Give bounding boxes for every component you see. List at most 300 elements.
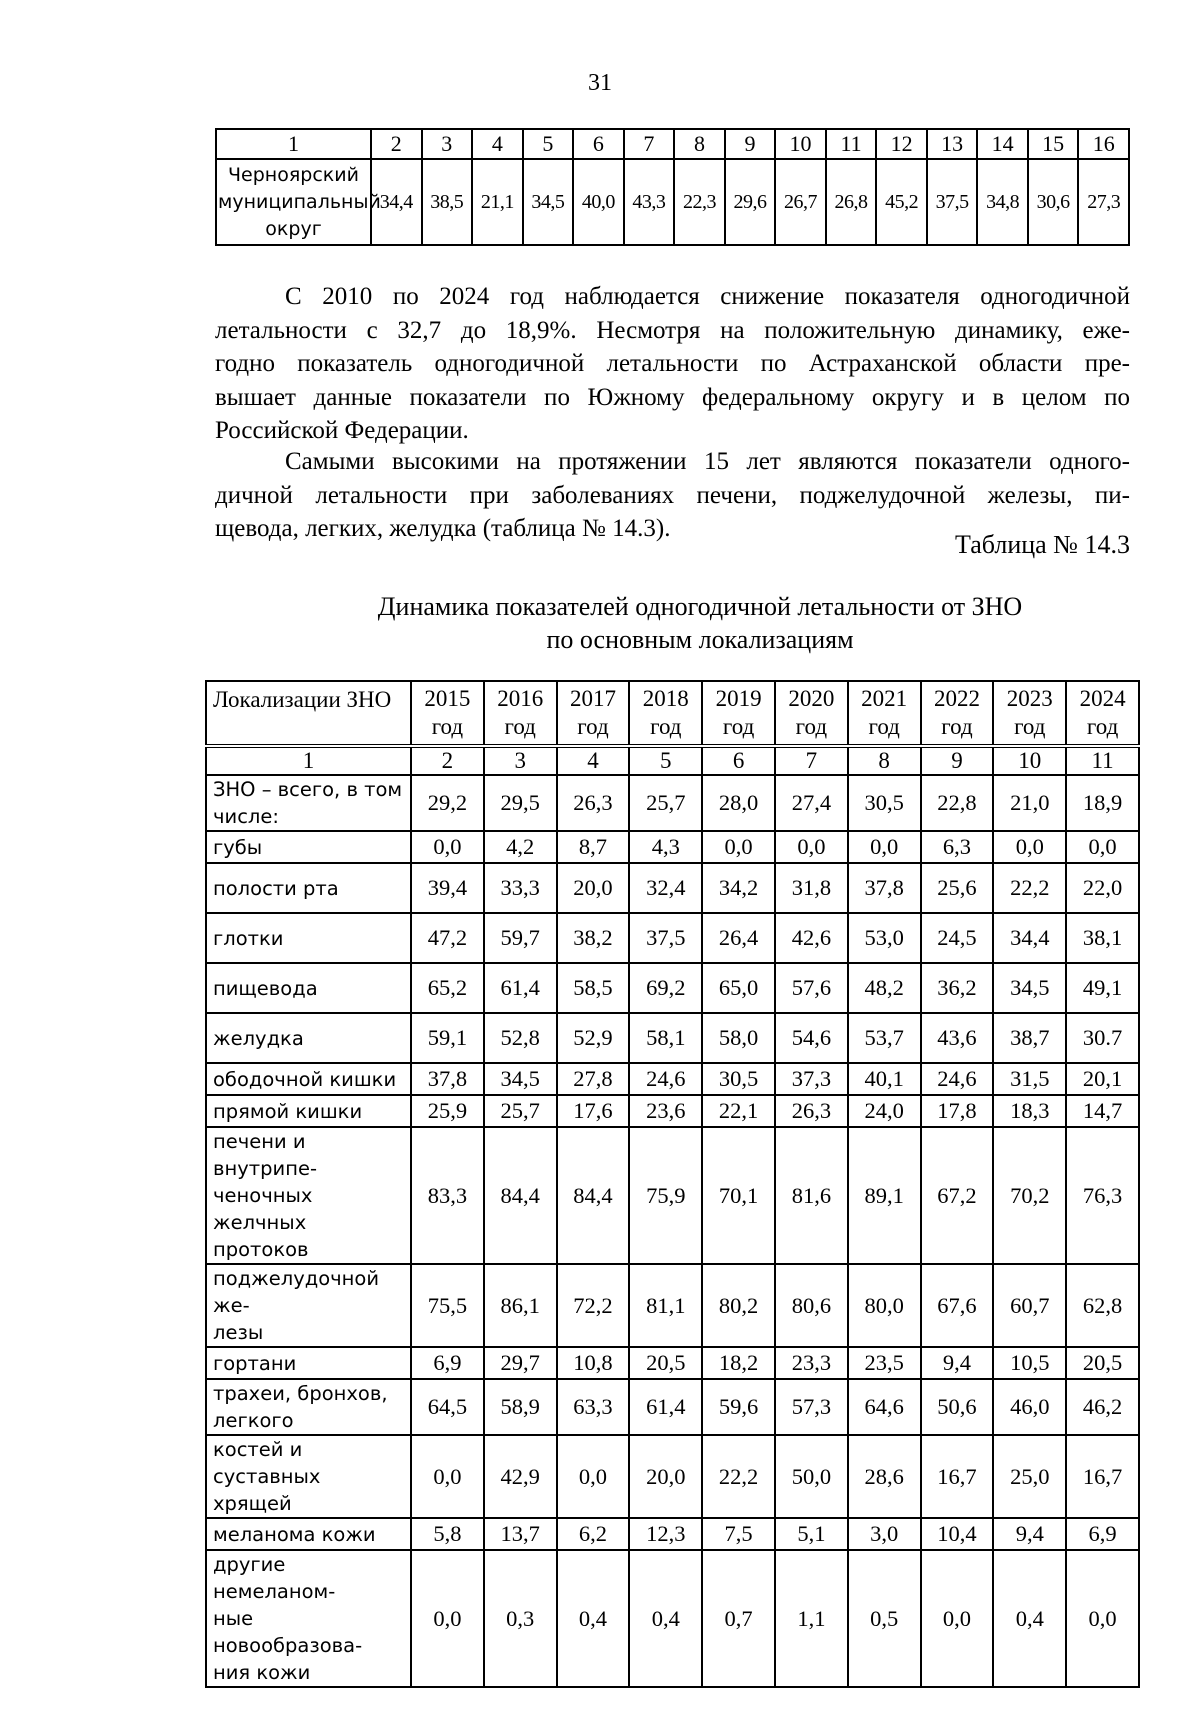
paragraph-line: летальности с 32,7 до 18,9%. Несмотря на положительную динамику, еже- bbox=[215, 316, 1130, 344]
value-cell: 81,6 bbox=[775, 1127, 848, 1264]
value-cell: 20,5 bbox=[1066, 1347, 1139, 1379]
localization-name-line: ные новообразова- bbox=[213, 1607, 363, 1657]
localization-name bbox=[206, 1127, 411, 1264]
value-cell: 24,5 bbox=[921, 913, 994, 963]
value-cell: 29,6 bbox=[725, 159, 776, 245]
year-suffix: год bbox=[431, 714, 464, 739]
value-cell: 26,8 bbox=[826, 159, 877, 245]
value-cell: 84,4 bbox=[557, 1127, 630, 1264]
value-cell: 20,0 bbox=[629, 1435, 702, 1518]
value-cell: 20,0 bbox=[557, 863, 630, 913]
value-cell: 3,0 bbox=[848, 1518, 921, 1550]
header-row bbox=[206, 681, 1139, 746]
header-cell: 7 bbox=[624, 129, 675, 159]
value-cell: 61,4 bbox=[629, 1379, 702, 1435]
value-cell: 20,1 bbox=[1066, 1063, 1139, 1095]
value-cell: 26,3 bbox=[775, 1095, 848, 1127]
table-title bbox=[300, 590, 1100, 656]
value-cell: 25,7 bbox=[484, 1095, 557, 1127]
value-cell: 46,2 bbox=[1066, 1379, 1139, 1435]
header-cell: 12 bbox=[876, 129, 927, 159]
value-cell: 18,2 bbox=[702, 1347, 775, 1379]
value-cell: 33,3 bbox=[484, 863, 557, 913]
district-name-line: округ bbox=[265, 217, 322, 240]
paragraph-line: С 2010 по 2024 год наблюдается снижение показателя одногодичной bbox=[285, 283, 1130, 310]
year-label: 2016 bbox=[497, 686, 544, 711]
header-cell: 16 bbox=[1078, 129, 1129, 159]
value-cell: 0,0 bbox=[557, 1435, 630, 1518]
value-cell: 53,0 bbox=[848, 913, 921, 963]
year-suffix: год bbox=[722, 714, 755, 739]
localization-name-line: ния кожи bbox=[213, 1661, 311, 1684]
localization-name-line: глотки bbox=[213, 926, 284, 950]
value-cell: 22,2 bbox=[702, 1435, 775, 1518]
value-cell: 22,2 bbox=[993, 863, 1066, 913]
value-cell: 70,2 bbox=[993, 1127, 1066, 1264]
value-cell: 58,5 bbox=[557, 963, 630, 1013]
value-cell: 4,3 bbox=[629, 831, 702, 863]
value-cell: 0,0 bbox=[993, 831, 1066, 863]
table-row bbox=[206, 863, 1139, 913]
value-cell: 34,2 bbox=[702, 863, 775, 913]
district-name bbox=[216, 159, 381, 245]
value-cell: 24,0 bbox=[848, 1095, 921, 1127]
value-cell: 29,2 bbox=[411, 775, 484, 831]
value-cell: 53,7 bbox=[848, 1013, 921, 1063]
value-cell: 0,0 bbox=[775, 831, 848, 863]
value-cell: 50,6 bbox=[921, 1379, 994, 1435]
header-cell: 14 bbox=[977, 129, 1028, 159]
value-cell: 31,5 bbox=[993, 1063, 1066, 1095]
year-header bbox=[411, 681, 484, 746]
value-cell: 75,9 bbox=[629, 1127, 702, 1264]
value-cell: 25,9 bbox=[411, 1095, 484, 1127]
localization-name bbox=[206, 1095, 411, 1127]
value-cell: 49,1 bbox=[1066, 963, 1139, 1013]
year-label: 2017 bbox=[569, 686, 616, 711]
value-cell: 22,1 bbox=[702, 1095, 775, 1127]
value-cell: 16,7 bbox=[1066, 1435, 1139, 1518]
value-cell: 36,2 bbox=[921, 963, 994, 1013]
localization-name bbox=[206, 1264, 411, 1347]
value-cell: 13,7 bbox=[484, 1518, 557, 1550]
value-cell: 34,5 bbox=[523, 159, 574, 245]
localization-name bbox=[206, 1379, 411, 1435]
value-cell: 18,3 bbox=[993, 1095, 1066, 1127]
value-cell: 80,6 bbox=[775, 1264, 848, 1347]
localization-name bbox=[206, 775, 411, 831]
value-cell: 57,3 bbox=[775, 1379, 848, 1435]
value-cell: 42,9 bbox=[484, 1435, 557, 1518]
table-row bbox=[206, 1518, 1139, 1550]
value-cell: 45,2 bbox=[876, 159, 927, 245]
value-cell: 39,4 bbox=[411, 863, 484, 913]
localization-name-line: ченочных желчных bbox=[213, 1184, 313, 1234]
year-header bbox=[921, 681, 994, 746]
value-cell: 48,2 bbox=[848, 963, 921, 1013]
value-cell: 7,5 bbox=[702, 1518, 775, 1550]
index-cell: 3 bbox=[484, 746, 557, 775]
index-cell: 4 bbox=[557, 746, 630, 775]
value-cell: 6,9 bbox=[1066, 1518, 1139, 1550]
value-cell: 31,8 bbox=[775, 863, 848, 913]
year-suffix: год bbox=[795, 714, 828, 739]
year-label: 2020 bbox=[788, 686, 835, 711]
value-cell: 27,8 bbox=[557, 1063, 630, 1095]
value-cell: 86,1 bbox=[484, 1264, 557, 1347]
value-cell: 0,0 bbox=[411, 1550, 484, 1687]
year-label: 2024 bbox=[1079, 686, 1126, 711]
value-cell: 25,6 bbox=[921, 863, 994, 913]
value-cell: 38,2 bbox=[557, 913, 630, 963]
value-cell: 83,3 bbox=[411, 1127, 484, 1264]
value-cell: 10,4 bbox=[921, 1518, 994, 1550]
localization-name-line: прямой кишки bbox=[213, 1099, 363, 1123]
value-cell: 40,1 bbox=[848, 1063, 921, 1095]
index-cell: 1 bbox=[206, 746, 411, 775]
year-header bbox=[1066, 681, 1139, 746]
header-cell: 10 bbox=[775, 129, 826, 159]
value-cell: 47,2 bbox=[411, 913, 484, 963]
value-cell: 0,5 bbox=[848, 1550, 921, 1687]
localization-name-line: губы bbox=[213, 835, 263, 859]
header-cell: 13 bbox=[927, 129, 978, 159]
value-cell: 81,1 bbox=[629, 1264, 702, 1347]
localization-name bbox=[206, 1435, 411, 1518]
localization-name bbox=[206, 1013, 411, 1063]
year-suffix: год bbox=[941, 714, 973, 739]
table-row bbox=[206, 1347, 1139, 1379]
header-cell: 15 bbox=[1028, 129, 1079, 159]
localization-name-line: другие немеланом- bbox=[213, 1553, 336, 1603]
district-table bbox=[215, 128, 1130, 246]
value-cell: 76,3 bbox=[1066, 1127, 1139, 1264]
value-cell: 10,8 bbox=[557, 1347, 630, 1379]
value-cell: 52,8 bbox=[484, 1013, 557, 1063]
year-suffix: год bbox=[650, 714, 682, 739]
table-row bbox=[206, 913, 1139, 963]
paragraph-line: Российской Федерации. bbox=[215, 417, 469, 444]
value-cell: 30,5 bbox=[702, 1063, 775, 1095]
header-row bbox=[216, 129, 1129, 159]
value-cell: 5,1 bbox=[775, 1518, 848, 1550]
value-cell: 59,1 bbox=[411, 1013, 484, 1063]
year-header bbox=[629, 681, 702, 746]
page-number: 31 bbox=[588, 70, 612, 96]
localization-name bbox=[206, 1347, 411, 1379]
header-cell: 9 bbox=[725, 129, 776, 159]
value-cell: 65,0 bbox=[702, 963, 775, 1013]
localization-name-line: протоков bbox=[213, 1238, 309, 1261]
value-cell: 27,4 bbox=[775, 775, 848, 831]
value-cell: 26,7 bbox=[775, 159, 826, 245]
value-cell: 6,3 bbox=[921, 831, 994, 863]
value-cell: 75,5 bbox=[411, 1264, 484, 1347]
value-cell: 23,3 bbox=[775, 1347, 848, 1379]
value-cell: 29,5 bbox=[484, 775, 557, 831]
value-cell: 8,7 bbox=[557, 831, 630, 863]
table-row bbox=[206, 775, 1139, 831]
table-row bbox=[206, 1435, 1139, 1518]
value-cell: 0,7 bbox=[702, 1550, 775, 1687]
value-cell: 70,1 bbox=[702, 1127, 775, 1264]
value-cell: 34,4 bbox=[993, 913, 1066, 963]
value-cell: 10,5 bbox=[993, 1347, 1066, 1379]
table-row bbox=[206, 1264, 1139, 1347]
value-cell: 34,5 bbox=[484, 1063, 557, 1095]
value-cell: 0,0 bbox=[702, 831, 775, 863]
year-suffix: год bbox=[1086, 714, 1119, 739]
value-cell: 0,4 bbox=[557, 1550, 630, 1687]
header-cell: 5 bbox=[523, 129, 574, 159]
value-cell: 0,4 bbox=[993, 1550, 1066, 1687]
value-cell: 54,6 bbox=[775, 1013, 848, 1063]
year-header bbox=[993, 681, 1066, 746]
year-label: 2021 bbox=[861, 686, 908, 711]
table-row bbox=[206, 1127, 1139, 1264]
value-cell: 30,5 bbox=[848, 775, 921, 831]
value-cell: 42,6 bbox=[775, 913, 848, 963]
value-cell: 80,2 bbox=[702, 1264, 775, 1347]
value-cell: 43,6 bbox=[921, 1013, 994, 1063]
localization-name bbox=[206, 1550, 411, 1687]
year-header bbox=[557, 681, 630, 746]
district-name-line: муниципальный bbox=[218, 190, 381, 213]
header-cell: 2 bbox=[371, 129, 422, 159]
value-cell: 25,0 bbox=[993, 1435, 1066, 1518]
table-title-line-1: Динамика показателей одногодичной летальности от ЗНО bbox=[377, 592, 1023, 621]
header-cell: 8 bbox=[674, 129, 725, 159]
localization-name-line: пищевода bbox=[213, 976, 318, 1000]
value-cell: 21,0 bbox=[993, 775, 1066, 831]
value-cell: 67,6 bbox=[921, 1264, 994, 1347]
year-label: 2019 bbox=[715, 686, 762, 711]
year-header bbox=[702, 681, 775, 746]
value-cell: 30,6 bbox=[1028, 159, 1079, 245]
value-cell: 37,5 bbox=[927, 159, 978, 245]
value-cell: 72,2 bbox=[557, 1264, 630, 1347]
localization-name-line: поджелудочной же- bbox=[213, 1267, 380, 1317]
index-cell: 9 bbox=[921, 746, 994, 775]
table-label: Таблица № 14.3 bbox=[954, 530, 1130, 559]
district-name-line: Черноярский bbox=[228, 163, 359, 186]
value-cell: 24,6 bbox=[629, 1063, 702, 1095]
index-cell: 5 bbox=[629, 746, 702, 775]
value-cell: 6,2 bbox=[557, 1518, 630, 1550]
table-row bbox=[206, 1095, 1139, 1127]
header-cell: 4 bbox=[472, 129, 523, 159]
value-cell: 22,0 bbox=[1066, 863, 1139, 913]
header-cell: 3 bbox=[422, 129, 473, 159]
value-cell: 63,3 bbox=[557, 1379, 630, 1435]
value-cell: 0,3 bbox=[484, 1550, 557, 1687]
value-cell: 58,1 bbox=[629, 1013, 702, 1063]
year-header bbox=[848, 681, 921, 746]
localization-name-line: трахеи, бронхов, bbox=[213, 1382, 388, 1405]
localization-header: Локализации ЗНО bbox=[206, 681, 411, 746]
localization-name-line: числе: bbox=[213, 805, 279, 828]
year-label: 2015 bbox=[424, 686, 471, 711]
value-cell: 23,6 bbox=[629, 1095, 702, 1127]
value-cell: 26,3 bbox=[557, 775, 630, 831]
value-cell: 29,7 bbox=[484, 1347, 557, 1379]
paragraph-1 bbox=[215, 280, 1130, 448]
value-cell: 37,8 bbox=[411, 1063, 484, 1095]
table-row bbox=[206, 963, 1139, 1013]
year-suffix: год bbox=[1014, 714, 1046, 739]
value-cell: 23,5 bbox=[848, 1347, 921, 1379]
localization-name bbox=[206, 863, 411, 913]
value-cell: 57,6 bbox=[775, 963, 848, 1013]
value-cell: 1,1 bbox=[775, 1550, 848, 1687]
table-row bbox=[206, 1379, 1139, 1435]
localization-name-line: гортани bbox=[213, 1351, 297, 1375]
value-cell: 84,4 bbox=[484, 1127, 557, 1264]
localization-name-line: хрящей bbox=[213, 1492, 292, 1515]
localization-name-line: лезы bbox=[213, 1321, 264, 1344]
data-row bbox=[216, 159, 1129, 245]
value-cell: 16,7 bbox=[921, 1435, 994, 1518]
value-cell: 0,0 bbox=[1066, 1550, 1139, 1687]
mortality-table bbox=[205, 680, 1140, 1688]
value-cell: 67,2 bbox=[921, 1127, 994, 1264]
value-cell: 59,6 bbox=[702, 1379, 775, 1435]
value-cell: 38,1 bbox=[1066, 913, 1139, 963]
index-cell: 7 bbox=[775, 746, 848, 775]
value-cell: 46,0 bbox=[993, 1379, 1066, 1435]
value-cell: 34,5 bbox=[993, 963, 1066, 1013]
value-cell: 64,5 bbox=[411, 1379, 484, 1435]
header-cell: 6 bbox=[573, 129, 624, 159]
value-cell: 37,3 bbox=[775, 1063, 848, 1095]
header-cell: 1 bbox=[216, 129, 371, 159]
value-cell: 20,5 bbox=[629, 1347, 702, 1379]
value-cell: 64,6 bbox=[848, 1379, 921, 1435]
year-header bbox=[775, 681, 848, 746]
value-cell: 60,7 bbox=[993, 1264, 1066, 1347]
value-cell: 22,3 bbox=[674, 159, 725, 245]
year-label: 2022 bbox=[933, 686, 980, 711]
value-cell: 34,4 bbox=[371, 159, 422, 245]
value-cell: 50,0 bbox=[775, 1435, 848, 1518]
year-suffix: год bbox=[577, 714, 609, 739]
value-cell: 28,0 bbox=[702, 775, 775, 831]
value-cell: 24,6 bbox=[921, 1063, 994, 1095]
value-cell: 28,6 bbox=[848, 1435, 921, 1518]
value-cell: 61,4 bbox=[484, 963, 557, 1013]
index-cell: 8 bbox=[848, 746, 921, 775]
paragraph-line: дичной летальности при заболеваниях печени, поджелудочной железы, пи- bbox=[215, 481, 1130, 509]
value-cell: 4,2 bbox=[484, 831, 557, 863]
table-row bbox=[206, 1063, 1139, 1095]
value-cell: 21,1 bbox=[472, 159, 523, 245]
localization-name-line: костей и суставных bbox=[213, 1438, 321, 1488]
value-cell: 43,3 bbox=[624, 159, 675, 245]
value-cell: 37,8 bbox=[848, 863, 921, 913]
year-label: 2018 bbox=[642, 686, 689, 711]
paragraph-line: вышает данные показатели по Южному федеральному округу и в целом по bbox=[215, 383, 1130, 411]
localization-name-line: легкого bbox=[213, 1409, 294, 1432]
paragraph-line: щевода, легких, желудка (таблица № 14.3). bbox=[215, 515, 671, 542]
paragraph-line: Самыми высокими на протяжении 15 лет являются показатели одного- bbox=[285, 448, 1130, 475]
value-cell: 5,8 bbox=[411, 1518, 484, 1550]
index-cell: 2 bbox=[411, 746, 484, 775]
localization-name bbox=[206, 1063, 411, 1095]
value-cell: 80,0 bbox=[848, 1264, 921, 1347]
index-cell: 10 bbox=[993, 746, 1066, 775]
value-cell: 65,2 bbox=[411, 963, 484, 1013]
value-cell: 0,0 bbox=[848, 831, 921, 863]
value-cell: 59,7 bbox=[484, 913, 557, 963]
value-cell: 89,1 bbox=[848, 1127, 921, 1264]
table-row bbox=[206, 1550, 1139, 1687]
paragraph-line: годно показатель одногодичной летальности по Астраханской области пре- bbox=[215, 350, 1130, 377]
table-title-line-2: по основным локализациям bbox=[546, 625, 854, 654]
value-cell: 58,9 bbox=[484, 1379, 557, 1435]
value-cell: 25,7 bbox=[629, 775, 702, 831]
year-suffix: год bbox=[504, 714, 536, 739]
year-label: 2023 bbox=[1006, 686, 1053, 711]
value-cell: 18,9 bbox=[1066, 775, 1139, 831]
localization-name-line: полости рта bbox=[213, 876, 339, 900]
value-cell: 22,8 bbox=[921, 775, 994, 831]
value-cell: 30.7 bbox=[1066, 1013, 1139, 1063]
value-cell: 58,0 bbox=[702, 1013, 775, 1063]
value-cell: 9,4 bbox=[921, 1347, 994, 1379]
value-cell: 69,2 bbox=[629, 963, 702, 1013]
localization-name-line: желудка bbox=[213, 1026, 304, 1050]
header-cell: 11 bbox=[826, 129, 877, 159]
value-cell: 17,6 bbox=[557, 1095, 630, 1127]
value-cell: 12,3 bbox=[629, 1518, 702, 1550]
value-cell: 0,0 bbox=[921, 1550, 994, 1687]
value-cell: 0,4 bbox=[629, 1550, 702, 1687]
value-cell: 0,0 bbox=[411, 1435, 484, 1518]
value-cell: 38,5 bbox=[422, 159, 473, 245]
localization-name bbox=[206, 831, 411, 863]
localization-name bbox=[206, 913, 411, 963]
value-cell: 32,4 bbox=[629, 863, 702, 913]
localization-name-line: меланома кожи bbox=[213, 1522, 376, 1546]
localization-name-line: ободочной кишки bbox=[213, 1067, 397, 1091]
index-row bbox=[206, 746, 1139, 775]
value-cell: 27,3 bbox=[1078, 159, 1129, 245]
localization-name bbox=[206, 1518, 411, 1550]
value-cell: 52,9 bbox=[557, 1013, 630, 1063]
value-cell: 40,0 bbox=[573, 159, 624, 245]
value-cell: 37,5 bbox=[629, 913, 702, 963]
index-cell: 6 bbox=[702, 746, 775, 775]
value-cell: 26,4 bbox=[702, 913, 775, 963]
table-row bbox=[206, 831, 1139, 863]
value-cell: 34,8 bbox=[977, 159, 1028, 245]
index-cell: 11 bbox=[1066, 746, 1139, 775]
value-cell: 6,9 bbox=[411, 1347, 484, 1379]
value-cell: 62,8 bbox=[1066, 1264, 1139, 1347]
value-cell: 9,4 bbox=[993, 1518, 1066, 1550]
table-row bbox=[206, 1013, 1139, 1063]
localization-name-line: печени и внутрипе- bbox=[213, 1130, 317, 1180]
localization-name-line: ЗНО – всего, в том bbox=[213, 778, 403, 801]
year-header bbox=[484, 681, 557, 746]
value-cell: 38,7 bbox=[993, 1013, 1066, 1063]
value-cell: 0,0 bbox=[1066, 831, 1139, 863]
value-cell: 0,0 bbox=[411, 831, 484, 863]
localization-name bbox=[206, 963, 411, 1013]
value-cell: 14,7 bbox=[1066, 1095, 1139, 1127]
value-cell: 17,8 bbox=[921, 1095, 994, 1127]
year-suffix: год bbox=[868, 714, 900, 739]
